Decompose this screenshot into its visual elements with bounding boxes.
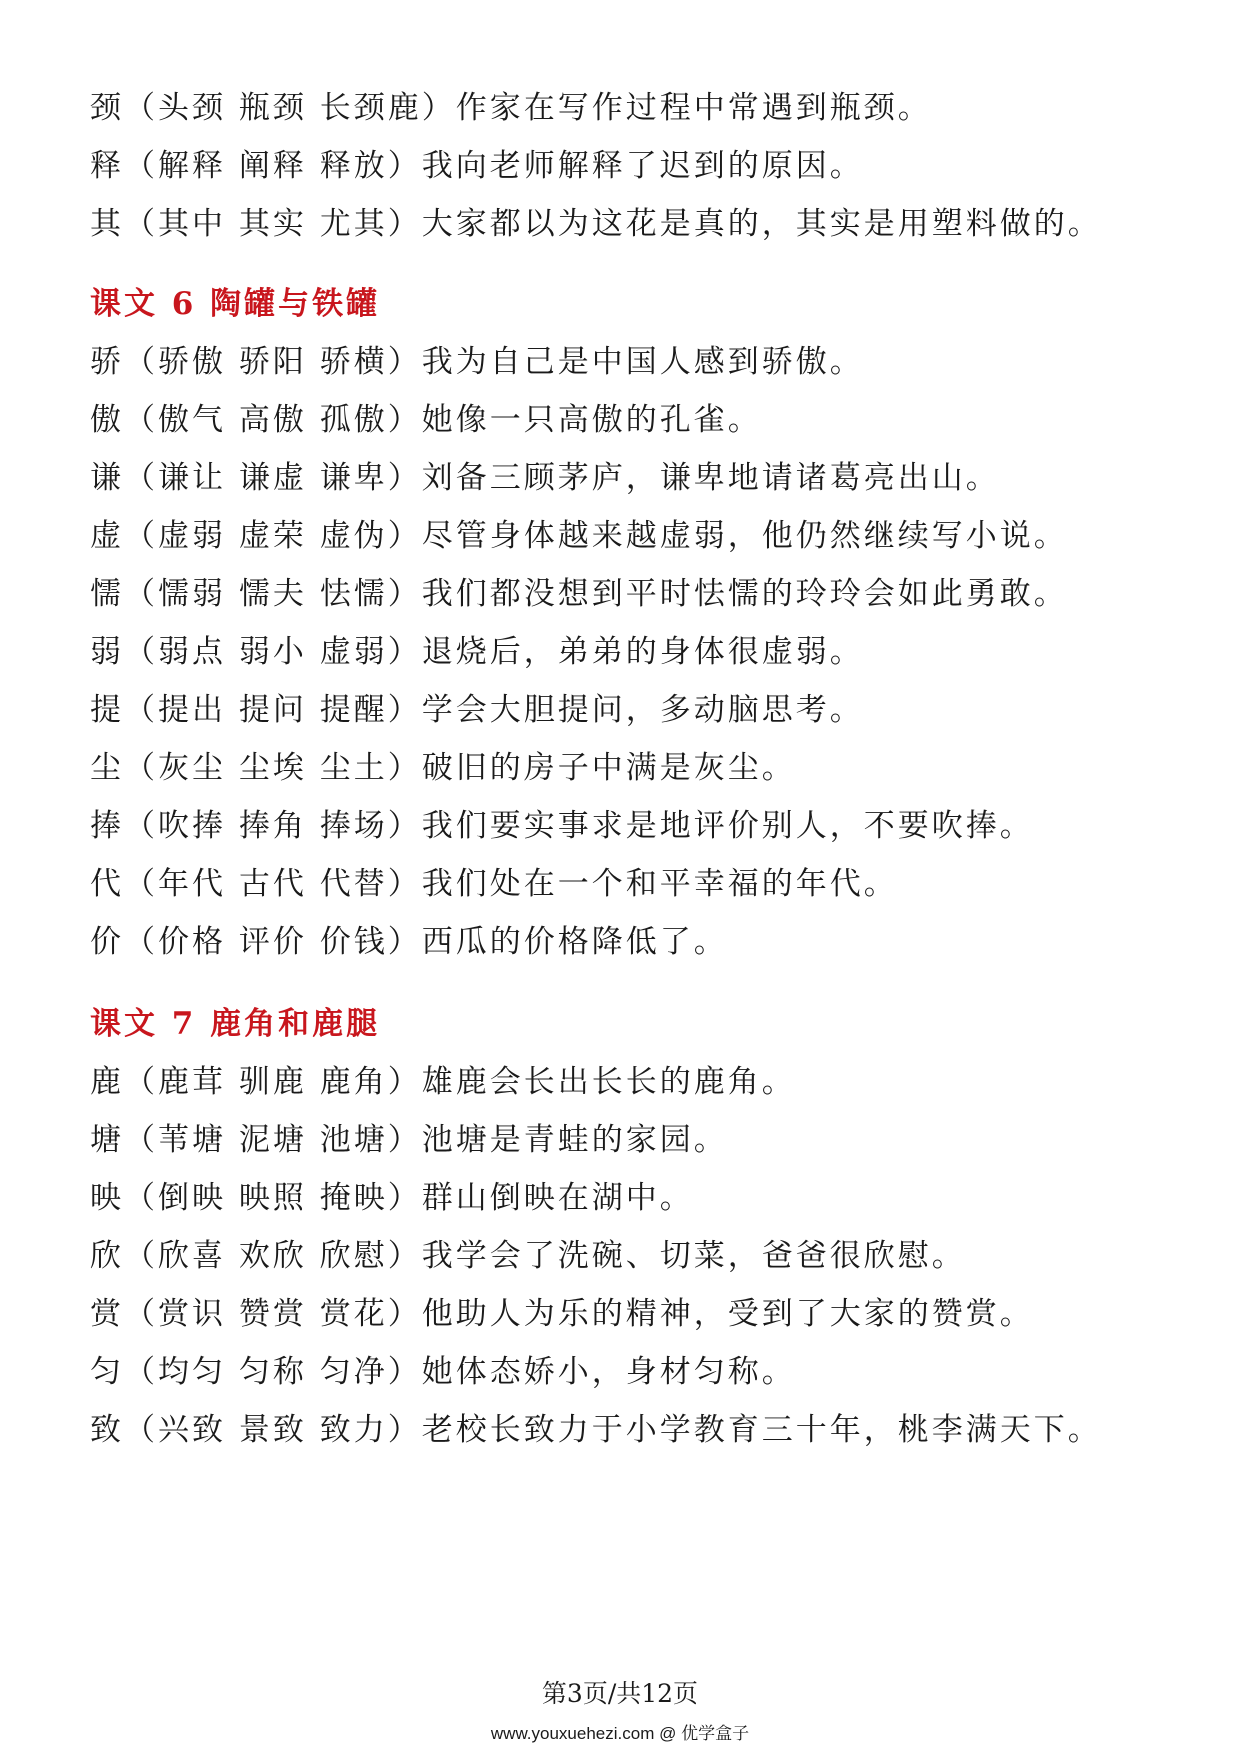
site-watermark: www.youxuehezi.com @ 优学盒子 — [490, 1724, 750, 1743]
vocab-line: 欣（欣喜 欢欣 欣慰）我学会了洗碗、切菜，爸爸很欣慰。 — [90, 1238, 966, 1274]
vocab-line: 释（解释 阐释 释放）我向老师解释了迟到的原因。 — [90, 148, 864, 184]
vocab-line: 谦（谦让 谦虚 谦卑）刘备三顾茅庐，谦卑地请诸葛亮出山。 — [90, 460, 1000, 496]
vocab-line: 映（倒映 映照 掩映）群山倒映在湖中。 — [90, 1180, 694, 1216]
vocab-line: 颈（头颈 瓶颈 长颈鹿）作家在写作过程中常遇到瓶颈。 — [90, 90, 932, 126]
vocab-line: 傲（傲气 高傲 孤傲）她像一只高傲的孔雀。 — [90, 402, 762, 438]
vocab-line: 捧（吹捧 捧角 捧场）我们要实事求是地评价别人，不要吹捧。 — [90, 808, 1034, 844]
vocab-line: 尘（灰尘 尘埃 尘土）破旧的房子中满是灰尘。 — [90, 750, 796, 786]
vocab-line: 虚（虚弱 虚荣 虚伪）尽管身体越来越虚弱，他仍然继续写小说。 — [90, 518, 1068, 554]
page-number: 第3页/共12页 — [541, 1679, 699, 1708]
vocab-line: 弱（弱点 弱小 虚弱）退烧后，弟弟的身体很虚弱。 — [90, 634, 864, 670]
vocab-line: 赏（赏识 赞赏 赏花）他助人为乐的精神，受到了大家的赞赏。 — [90, 1296, 1034, 1332]
vocab-line: 价（价格 评价 价钱）西瓜的价格降低了。 — [90, 924, 728, 960]
vocab-line: 懦（懦弱 懦夫 怯懦）我们都没想到平时怯懦的玲玲会如此勇敢。 — [90, 576, 1068, 612]
vocab-line: 匀（均匀 匀称 匀净）她体态娇小，身材匀称。 — [90, 1354, 796, 1390]
vocab-line: 提（提出 提问 提醒）学会大胆提问，多动脑思考。 — [90, 692, 864, 728]
vocab-line: 致（兴致 景致 致力）老校长致力于小学教育三十年，桃李满天下。 — [90, 1412, 1102, 1448]
lesson-7-heading: 课文 7 鹿角和鹿腿 — [90, 1006, 381, 1042]
vocab-line: 塘（苇塘 泥塘 池塘）池塘是青蛙的家园。 — [90, 1122, 728, 1158]
vocab-line: 骄（骄傲 骄阳 骄横）我为自己是中国人感到骄傲。 — [90, 344, 864, 380]
lesson-6-heading: 课文 6 陶罐与铁罐 — [90, 286, 381, 322]
vocab-line: 代（年代 古代 代替）我们处在一个和平幸福的年代。 — [90, 866, 898, 902]
vocab-line: 鹿（鹿茸 驯鹿 鹿角）雄鹿会长出长长的鹿角。 — [90, 1064, 796, 1100]
vocab-line: 其（其中 其实 尤其）大家都以为这花是真的，其实是用塑料做的。 — [90, 206, 1102, 242]
